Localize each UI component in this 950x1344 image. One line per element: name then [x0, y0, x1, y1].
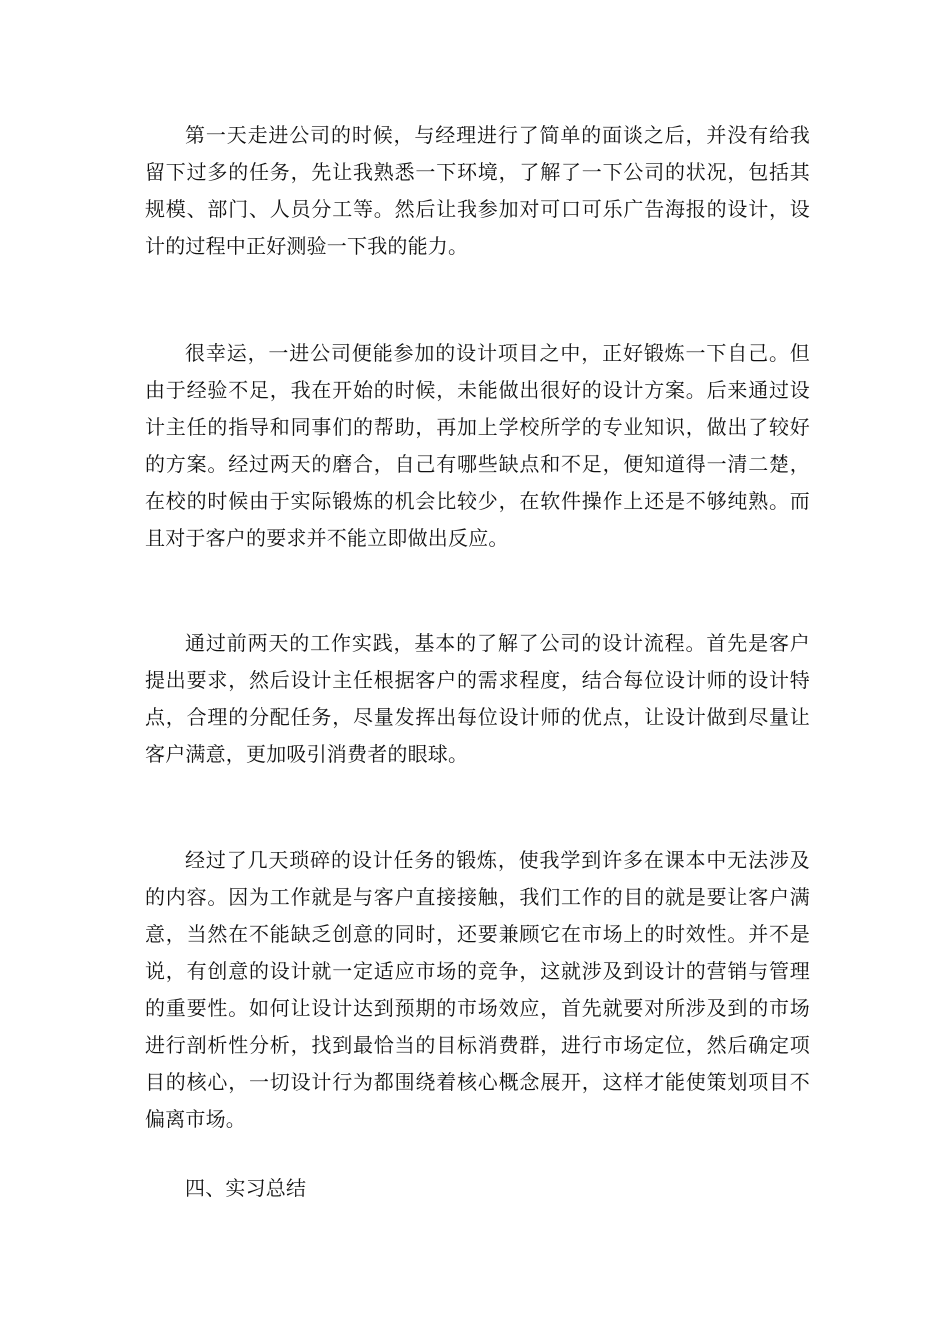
paragraph-lucky-project: 很幸运，一进公司便能参加的设计项目之中，正好锻炼一下自己。但由于经验不足，我在开始的时候，未能做出很好的设计方案。后来通过设计主任的指导和同事们的帮助，再加上学校所学的专业知识，做出了较好的方案。经过两天的磨合，自己有哪些缺点和不足，便知道得一清二楚，在校的时候由于实际锻炼的机会比较少，在软件操作上还是不够纯熟。而且对于客户的要求并不能立即做出反应。: [145, 341, 810, 550]
paragraph-market-lessons: 经过了几天琐碎的设计任务的锻炼，使我学到许多在课本中无法涉及的内容。因为工作就是与客户直接接触，我们工作的目的就是要让客户满意，当然在不能缺乏创意的同时，还要兼顾它在市场上的时效性。并不是说，有创意的设计就一定适应市场的竞争，这就涉及到设计的营销与管理的重要性。如何让设计达到预期的市场效应，首先就要对所涉及到的市场进行剖析性分析，找到最恰当的目标消费群，进行市场定位，然后确定项目的核心，一切设计行为都围绕着核心概念展开，这样才能使策划项目不偏离市场。: [145, 848, 810, 1131]
paragraph-first-day: 第一天走进公司的时候，与经理进行了简单的面谈之后，并没有给我留下过多的任务，先让我熟悉一下环境，了解了一下公司的状况，包括其规模、部门、人员分工等。然后让我参加对可口可乐广告海报的设计，设计的过程中正好测验一下我的能力。: [145, 123, 810, 258]
section-heading-internship-summary: 四、实习总结: [185, 1176, 307, 1200]
paragraph-design-process: 通过前两天的工作实践，基本的了解了公司的设计流程。首先是客户提出要求，然后设计主任根据客户的需求程度，结合每位设计师的设计特点，合理的分配任务，尽量发挥出每位设计师的优点，让设计做到尽量让客户满意，更加吸引消费者的眼球。: [145, 631, 810, 766]
